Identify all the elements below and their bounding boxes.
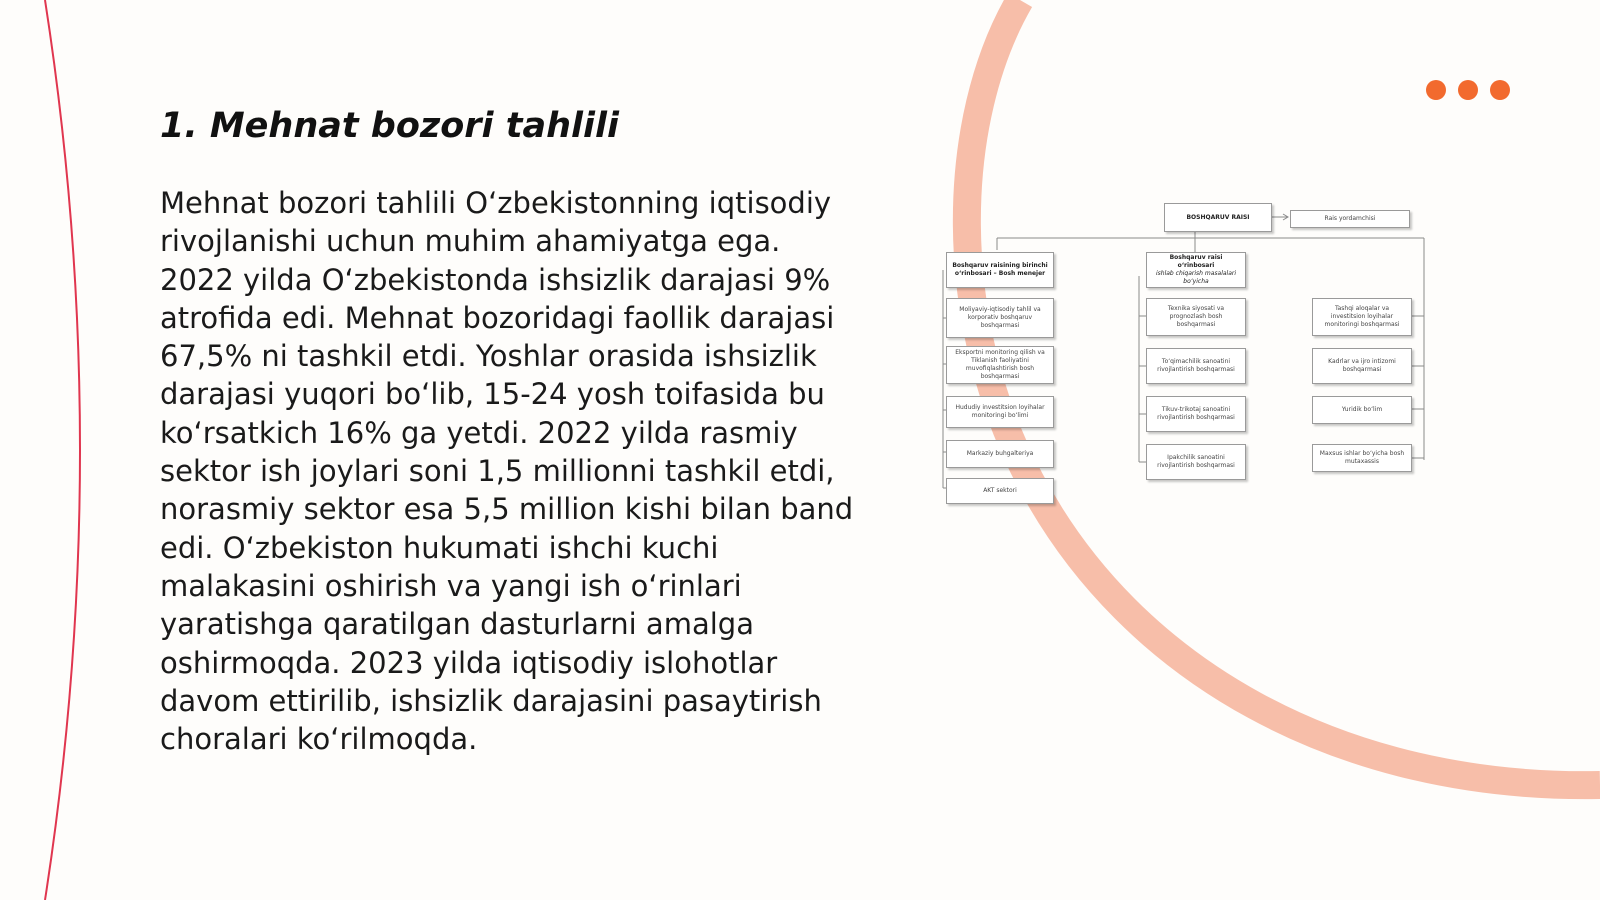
dot-icon	[1490, 80, 1510, 100]
org-box-assistant: Rais yordamchisi	[1290, 210, 1410, 228]
org-box-right-item: Maxsus ishlar bo‘yicha bosh mutaxassis	[1312, 444, 1412, 472]
org-box-left-item: AKT sektori	[946, 478, 1054, 504]
dot-icon	[1426, 80, 1446, 100]
menu-dots-icon[interactable]	[1426, 80, 1510, 100]
org-box-middle-head	[1146, 252, 1246, 288]
org-box-left-item: Markaziy buhgalteriya	[946, 440, 1054, 468]
slide-title: 1. Mehnat bozori tahlili	[160, 106, 619, 146]
slide-body-text: Mehnat bozori tahlili O‘zbekistonning iqtisodiy rivojlanishi uchun muhim ahamiyatga ega. 2022 yilda O‘zbekistonda ishsizlik darajasi 9% atrofida edi. Mehnat bozoridagi faollik darajasi 67,5% ni tashkil etdi. Yoshlar orasida ishsizlik darajasi yuqori bo‘lib, 15-24 yosh toifasida bu ko‘rsatkich 16% ga yetdi. 2022 yilda rasmiy sektor ish joylari soni 1,5 millionni tashkil etdi, norasmiy sektor esa 5,5 million kishi bilan band edi. O‘zbekiston hukumati ishchi kuchi malakasini oshirish va yangi ish o‘rinlari yaratishga qaratilgan dasturlarni amalga oshirmoqda. 2023 yilda iqtisodiy islohotlar davom ettirilib, ishsizlik darajasini pasaytirish choralari ko‘rilmoqda.	[160, 186, 854, 757]
org-box-middle-head-title: Boshqaruv raisi o‘rinbosari	[1169, 254, 1223, 270]
org-box-right-item: Yuridik bo‘lim	[1312, 396, 1412, 424]
org-chart-diagram	[940, 190, 1460, 530]
org-box-left-item: Moliyaviy-iqtisodiy tahlil va korporativ boshqaruv boshqarmasi	[946, 298, 1054, 338]
org-box-middle-item: Tikuv-trikotaj sanoatini rivojlantirish boshqarmasi	[1146, 396, 1246, 432]
org-box-right-item: Tashqi aloqalar va investitsion loyihalar monitoringi boshqarmasi	[1312, 298, 1412, 336]
left-accent-line	[45, 0, 80, 900]
org-box-left-item: Hududiy investitsion loyihalar monitoringi bo‘limi	[946, 396, 1054, 428]
org-box-middle-item: To‘qimachilik sanoatini rivojlantirish boshqarmasi	[1146, 348, 1246, 384]
org-box-left-item: Eksportni monitoring qilish va Tiklanish faoliyatini muvofiqlashtirish bosh boshqarmasi	[946, 346, 1054, 384]
org-box-middle-item: Texnika siyosati va prognozlash bosh boshqarmasi	[1146, 298, 1246, 336]
org-box-right-item: Kadrlar va ijro intizomi boshqarmasi	[1312, 348, 1412, 384]
dot-icon	[1458, 80, 1478, 100]
org-box-left-head: Boshqaruv raisining birinchi o‘rinbosari – Bosh menejer	[946, 252, 1054, 288]
org-box-middle-head-subtitle: ishlab chiqarish masalalari bo‘yicha	[1155, 270, 1237, 285]
org-box-chairman: BOSHQARUV RAISI	[1164, 203, 1272, 232]
org-box-middle-item: Ipakchilik sanoatini rivojlantirish boshqarmasi	[1146, 444, 1246, 480]
